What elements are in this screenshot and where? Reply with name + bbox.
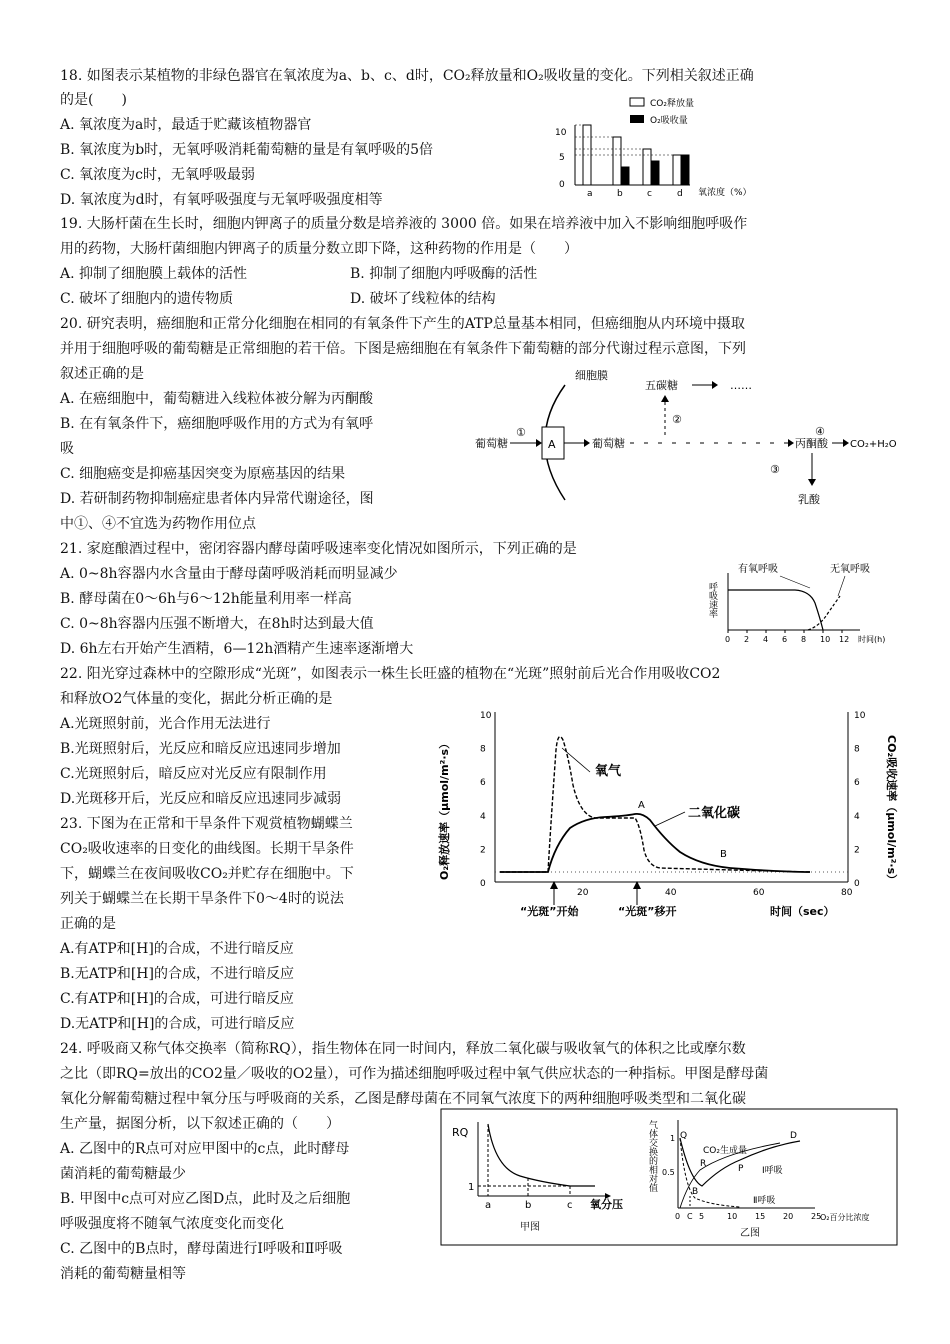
q22-stem-line1: 22. 阳光穿过森林中的空隙形成“光斑”，如图表示一株生长旺盛的植物在“光斑”照射前后光合作用吸收CO2	[60, 666, 721, 682]
x-tick-2: 2	[744, 635, 750, 644]
q24-option-a-line1[interactable]: A. 乙图中的R点可对应甲图中的c点，此时酵母	[60, 1141, 350, 1157]
aerobic-pointer	[780, 576, 810, 588]
q20-option-d-line1[interactable]: D. 若研制药物抑制癌症患者体内异常代谢途径，图	[60, 491, 374, 507]
q23-line1: 23. 下图为在正常和干旱条件下观赏植物蝴蝶兰	[60, 816, 353, 832]
yi-y-label: 气体交换的相对值	[647, 1120, 657, 1192]
q19-option-c[interactable]: C. 破坏了细胞内的遗传物质	[60, 291, 234, 307]
q20-metabolism-diagram	[470, 365, 897, 515]
yi-x-tick-4: 15	[755, 1212, 766, 1221]
point-a: A	[638, 800, 645, 811]
left-y-tick-0: 0	[480, 879, 486, 889]
x-tick-6: 6	[782, 635, 788, 644]
q24-option-c-line1[interactable]: C. 乙图中的B点时，酵母菌进行Ⅰ呼吸和Ⅱ呼吸	[60, 1241, 343, 1257]
bar-o2-c	[651, 161, 659, 185]
yi-x-tick-6: 25	[811, 1212, 822, 1221]
right-y-tick-8: 8	[854, 744, 860, 755]
q18-option-a[interactable]: A. 氧浓度为a时，最适于贮藏该植物器官	[60, 117, 312, 133]
q20-stem-line1: 20. 研究表明，癌细胞和正常分化细胞在相同的有氧条件下产生的ATP总量基本相同，但癌细胞从内环境中摄取	[60, 316, 745, 332]
yi-x-ticks-group	[675, 1212, 821, 1221]
q20-stem-line2: 并用于细胞呼吸的葡萄糖是正常细胞的若干倍。下图是癌细胞在有氧条件下葡萄糖的部分代谢过程示意图，下列	[60, 341, 746, 357]
right-y-tick-6: 6	[854, 778, 860, 789]
x-tick-0: 0	[725, 635, 731, 644]
bar-o2-d	[681, 155, 689, 185]
bar-o2-b	[621, 167, 629, 185]
x-tick-40: 40	[665, 888, 677, 898]
q18-bar-chart	[545, 95, 775, 205]
figure-frame	[441, 1109, 897, 1245]
q23-line2: CO₂吸收速率的日变化的曲线图。长期干旱条件	[60, 841, 354, 857]
bars-group	[575, 125, 689, 185]
q23-option-d[interactable]: D.无ATP和[H]的合成，可进行暗反应	[60, 1016, 295, 1032]
q21-option-a[interactable]: A. 0~8h容器内水含量由于酵母菌呼吸消耗而明显减少	[60, 566, 398, 582]
x-ticks-group	[587, 189, 683, 199]
yi-x-tick-0: 0	[675, 1212, 681, 1221]
aerobic-label: 有氧呼吸	[738, 564, 778, 575]
right-y-label: CO₂吸收速率（μmol/m²·s）	[885, 735, 898, 886]
x-tick-60: 60	[753, 888, 765, 898]
q22-light-spot-chart	[430, 700, 900, 920]
q22-option-c[interactable]: C.光斑照射后，暗反应对光反应有限制作用	[60, 766, 327, 782]
q21-stem: 21. 家庭酿酒过程中，密闭容器内酵母菌呼吸速率变化情况如图所示，下列正确的是	[60, 541, 577, 557]
right-y-tick-2: 2	[854, 845, 860, 856]
yi-tick-1: 1	[670, 1134, 676, 1143]
yi-point-b: B	[692, 1187, 699, 1197]
left-y-label: O₂释放速率（μmol/m²·s）	[438, 737, 451, 880]
yi-r1-label: Ⅰ呼吸	[762, 1166, 783, 1176]
x-unit: 时间(h)	[858, 635, 886, 644]
pentose-arrow-head	[712, 381, 718, 389]
q24-stem-line4: 生产量，据图分析，以下叙述正确的（ ）	[60, 1116, 340, 1132]
q20-stem-line3: 叙述正确的是	[60, 366, 144, 382]
right-y-tick-10: 10	[854, 711, 866, 721]
q20-option-b-line2[interactable]: 吸	[60, 441, 74, 457]
q22-option-b[interactable]: B.光斑照射后，光反应和暗反应迅速同步增加	[60, 741, 341, 757]
q23-option-b[interactable]: B.无ATP和[H]的合成，不进行暗反应	[60, 966, 294, 982]
q18-option-b[interactable]: B. 氧浓度为b时，无氧呼吸消耗葡萄糖的量是有氧呼吸的5倍	[60, 142, 434, 158]
arrow-3-head	[808, 479, 816, 486]
x-tick-10: 10	[820, 635, 831, 644]
yi-point-p: P	[738, 1164, 744, 1174]
yi-x-tick-2: 5	[699, 1212, 705, 1221]
glucose-outside: 葡萄糖	[475, 437, 508, 450]
step-1: ①	[516, 426, 526, 439]
left-y-tick-6: 6	[480, 778, 486, 789]
anaerobic-curve	[808, 596, 840, 630]
q21-option-b[interactable]: B. 酵母菌在0～6h与6～12h能量利用率一样高	[60, 591, 352, 607]
q23-option-c[interactable]: C.有ATP和[H]的合成，可进行暗反应	[60, 991, 294, 1007]
q24-option-b-line2[interactable]: 呼吸强度将不随氧气浓度变化而变化	[60, 1216, 284, 1232]
q23-option-a[interactable]: A.有ATP和[H]的合成，不进行暗反应	[60, 941, 294, 957]
carrier-label: A	[548, 438, 556, 451]
q23-line4: 列关于蝴蝶兰在长期干旱条件下0～4时的说法	[60, 891, 344, 907]
oxygen-pointer	[562, 748, 590, 772]
q18-stem-line2: 的是( )	[60, 92, 127, 108]
yi-x-label: O₂百分比浓度	[820, 1213, 870, 1222]
light-spot-end: “光斑”移开	[618, 905, 677, 918]
left-y-tick-10: 10	[480, 711, 492, 721]
oxygen-label: 氧气	[595, 764, 622, 779]
co2-curve	[500, 814, 810, 872]
q18-option-d[interactable]: D. 氧浓度为d时，有氧呼吸强度与无氧呼吸强度相等	[60, 192, 383, 208]
x-tick-80: 80	[841, 888, 853, 898]
left-y-tick-8: 8	[480, 744, 486, 755]
pentose-dots: ……	[730, 379, 752, 392]
q22-option-a[interactable]: A.光斑照射前，光合作用无法进行	[60, 716, 271, 732]
q24-option-c-line2[interactable]: 消耗的葡萄糖量相等	[60, 1266, 186, 1282]
bar-co2-b	[613, 137, 621, 185]
jia-one-tick: 1	[468, 1182, 475, 1193]
arrow-4-head	[843, 439, 849, 447]
q21-respiration-chart	[707, 558, 900, 658]
q23-line3: 下，蝴蝶兰在夜间吸收CO₂并贮存在细胞中。下	[60, 866, 354, 882]
arrow-1b-head	[584, 439, 590, 447]
chain-arrow-head	[788, 439, 794, 447]
y-tick-10: 10	[555, 128, 567, 138]
lactate-label: 乳酸	[798, 493, 820, 506]
q22-option-d[interactable]: D.光斑移开后，光反应和暗反应迅速同步减弱	[60, 791, 342, 807]
x-axis-label: 氧浓度（%）	[698, 188, 752, 198]
x-tick-20: 20	[577, 888, 589, 898]
bar-co2-c	[643, 149, 651, 185]
jia-rq-curve	[488, 1124, 595, 1186]
x-axis-label: 时间（sec）	[770, 905, 835, 918]
legend-co2-swatch	[630, 98, 644, 106]
x-ticks-group	[577, 888, 853, 898]
jia-c-tick: c	[567, 1200, 573, 1211]
light-spot-start: “光斑”开始	[520, 905, 579, 918]
bar-co2-d	[673, 155, 681, 185]
x-tick-c: c	[647, 189, 652, 199]
point-b: B	[720, 849, 727, 860]
q18-option-c[interactable]: C. 氧浓度为c时，无氧呼吸最弱	[60, 167, 255, 183]
aerobic-curve	[728, 590, 823, 630]
oxygen-curve	[500, 737, 810, 872]
y-axis-label: 呼吸速率	[707, 582, 717, 618]
x-tick-12: 12	[839, 635, 850, 644]
yi-x-tick-1: C	[687, 1212, 693, 1221]
pyruvate-label: 丙酮酸	[795, 437, 828, 450]
yi-point-q: Q	[680, 1131, 688, 1141]
yi-caption: 乙图	[740, 1228, 760, 1239]
step-2: ②	[672, 413, 682, 426]
q19-stem-line1: 19. 大肠杆菌在生长时，细胞内钾离子的质量分数是培养液的 3000 倍。如果在培养液中加入不影响细胞呼吸作	[60, 216, 748, 232]
x-tick-4: 4	[763, 635, 769, 644]
jia-caption: 甲图	[520, 1222, 540, 1233]
q20-option-d-line2[interactable]: 中①、④不宜选为药物作用位点	[60, 516, 256, 532]
step-3: ③	[770, 463, 780, 476]
legend-o2-label: O₂吸收量	[650, 116, 688, 126]
legend-o2-swatch	[630, 115, 644, 123]
step-4: ④	[815, 425, 825, 438]
yi-point-d: D	[790, 1131, 797, 1141]
q19-option-a[interactable]: A. 抑制了细胞膜上载体的活性	[60, 266, 248, 282]
arrow-1-head	[536, 439, 542, 447]
yi-point-r: R	[700, 1159, 707, 1169]
products-label: CO₂+H₂O	[850, 439, 897, 450]
right-y-tick-0: 0	[854, 879, 860, 889]
co2-label: 二氧化碳	[688, 806, 741, 821]
x-tick-b: b	[617, 189, 623, 199]
jia-y-label: RQ	[452, 1126, 469, 1139]
legend-co2-label: CO₂释放量	[650, 99, 694, 109]
q20-option-a[interactable]: A. 在癌细胞中，葡萄糖进入线粒体被分解为丙酮酸	[60, 391, 374, 407]
y-tick-5: 5	[559, 153, 565, 163]
yi-r2-label: Ⅱ呼吸	[753, 1196, 776, 1206]
right-y-tick-4: 4	[854, 811, 860, 822]
left-y-tick-2: 2	[480, 845, 486, 856]
x-tick-a: a	[587, 189, 593, 199]
q20-option-c[interactable]: C. 细胞癌变是抑癌基因突变为原癌基因的结果	[60, 466, 346, 482]
q23-line5: 正确的是	[60, 916, 116, 932]
q24-option-a-line2[interactable]: 菌消耗的葡萄糖最少	[60, 1166, 186, 1182]
x-tick-d: d	[677, 189, 683, 199]
q24-stem-line1: 24. 呼吸商又称气体交换率（简称RQ），指生物体在同一时间内，释放二氧化碳与吸收氧气的体积之比或摩尔数	[60, 1041, 746, 1057]
q22-stem-line2: 和释放O2气体量的变化，据此分析正确的是	[60, 691, 333, 707]
yi-x-tick-5: 20	[783, 1212, 794, 1221]
q18-stem-line1: 18. 如图表示某植物的非绿色器官在氧浓度为a、b、c、d时，CO₂释放量和O₂吸收量的变化。下列相关叙述正确	[60, 68, 754, 84]
q24-stem-line2: 之比（即RQ=放出的CO2量／吸收的O2量），可作为描述细胞呼吸过程中氧气供应状态的一种指标。甲图是酵母菌	[60, 1066, 769, 1082]
anaerobic-label: 无氧呼吸	[830, 564, 870, 575]
jia-a-tick: a	[485, 1200, 492, 1211]
q24-stem-line3: 氧化分解葡萄糖过程中氧分压与呼吸商的关系，乙图是酵母菌在不同氧气浓度下的两种细胞呼吸类型和二氧化碳	[60, 1091, 746, 1107]
y-tick-0: 0	[559, 180, 565, 190]
x-ticks-group	[725, 630, 849, 644]
x-tick-8: 8	[801, 635, 807, 644]
q21-option-c[interactable]: C. 0~8h容器内压强不断增大，在8h时达到最大值	[60, 616, 374, 632]
y-ticks-group	[480, 711, 866, 889]
q24-option-b-line1[interactable]: B. 甲图中c点可对应乙图D点，此时及之后细胞	[60, 1191, 351, 1207]
yi-x-tick-3: 10	[727, 1212, 738, 1221]
arrow-2-head	[661, 395, 669, 402]
co2-pointer	[655, 812, 685, 826]
q24-figures	[440, 1108, 898, 1248]
q19-stem-line2: 用的药物，大肠杆菌细胞内钾离子的质量分数立即下降，这种药物的作用是（ ）	[60, 241, 578, 257]
jia-x-label: 氧分压	[590, 1198, 623, 1211]
q20-option-b-line1[interactable]: B. 在有氧条件下，癌细胞呼吸作用的方式为有氧呼	[60, 416, 374, 432]
yi-co2-label: CO₂生成量	[703, 1146, 747, 1156]
pentose-label: 五碳糖	[645, 379, 678, 392]
jia-b-tick: b	[525, 1200, 532, 1211]
yi-tick-05: 0.5	[662, 1168, 675, 1177]
glucose-inside: 葡萄糖	[592, 437, 625, 450]
membrane-label: 细胞膜	[575, 369, 608, 382]
anaerobic-pointer	[838, 576, 845, 596]
q19-option-b[interactable]: B. 抑制了细胞内呼吸酶的活性	[350, 266, 538, 282]
left-y-tick-4: 4	[480, 811, 486, 822]
q19-option-d[interactable]: D. 破坏了线粒体的结构	[350, 291, 496, 307]
q21-option-d[interactable]: D. 6h左右开始产生酒精，6—12h酒精产生速率逐渐增大	[60, 641, 414, 657]
